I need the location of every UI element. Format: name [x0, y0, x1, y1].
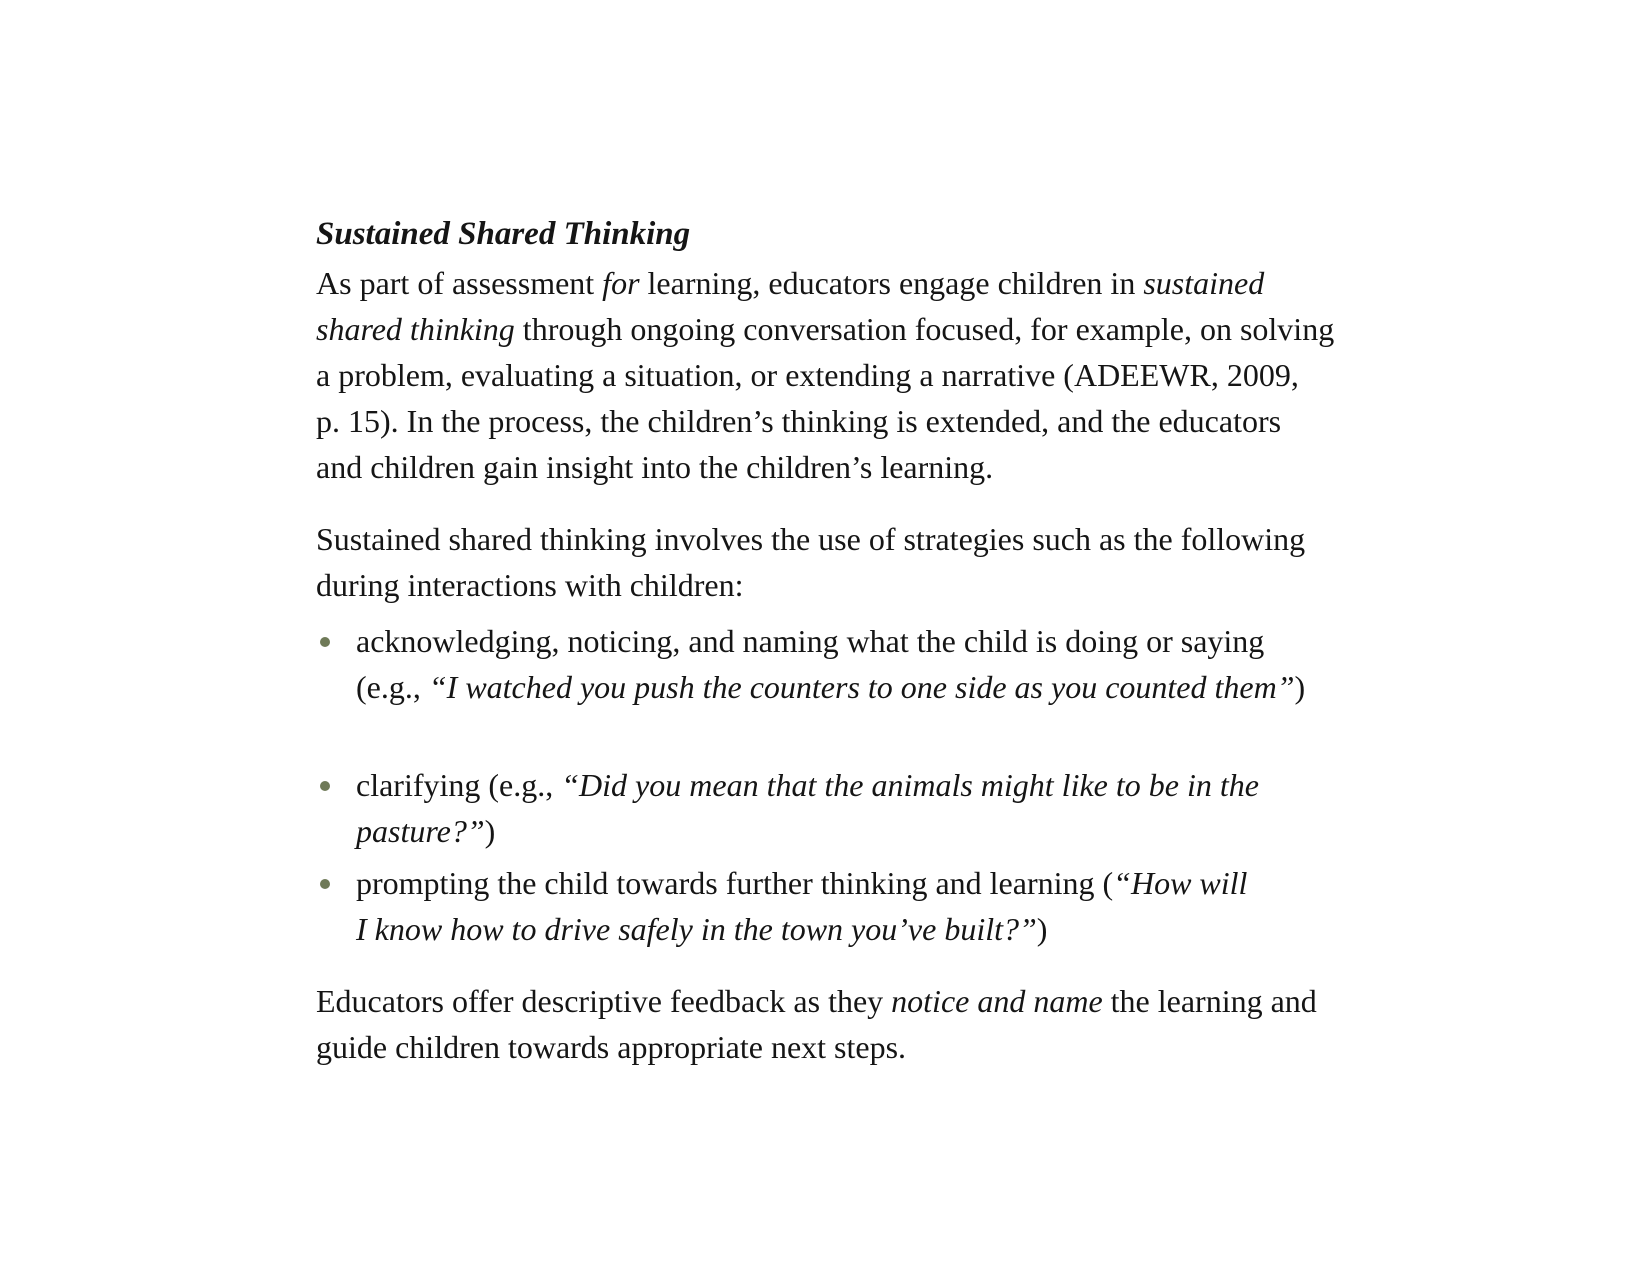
text-run: prompting the child towards further thinking and learning ( [356, 865, 1114, 901]
text-line: guide children towards appropriate next steps. [316, 1029, 907, 1065]
text-run: clarifying (e.g., [356, 767, 562, 803]
text-run: ) [1036, 911, 1048, 947]
text-line: a problem, evaluating a situation, or extending a narrative (ADEEWR, 2009, [316, 357, 1299, 393]
text-line [356, 906, 1476, 952]
paragraph-strategies-intro [316, 516, 1476, 608]
list-item [316, 618, 1476, 710]
italic-text: pasture?” [356, 813, 485, 849]
bullet-icon [320, 637, 330, 647]
italic-text: “Did you mean that the animals might like to be in the [561, 767, 1259, 803]
italic-text: sustained [1143, 265, 1265, 301]
text-run: As part of assessment [316, 265, 603, 301]
text-line [316, 260, 1476, 306]
strategy-list [316, 618, 1476, 952]
text-line [316, 306, 1476, 352]
document-content [316, 212, 1476, 1070]
italic-text: “How will [1113, 865, 1248, 901]
bullet-icon [320, 781, 330, 791]
text-run: (e.g., [356, 669, 429, 705]
text-line [356, 860, 1476, 906]
text-line [356, 664, 1476, 710]
text-line: during interactions with children: [316, 567, 744, 603]
italic-text: “I watched you push the counters to one side as you counted them” [428, 669, 1295, 705]
text-run: ) [484, 813, 496, 849]
italic-text: notice and name [891, 983, 1103, 1019]
section-heading: Sustained Shared Thinking [316, 216, 691, 252]
text-line: Sustained shared thinking involves the use of strategies such as the following [316, 521, 1306, 557]
text-line: p. 15). In the process, the children’s thinking is extended, and the educators [316, 403, 1282, 439]
text-line: and children gain insight into the children’s learning. [316, 449, 994, 485]
text-run: the learning and [1102, 983, 1317, 1019]
list-item [316, 762, 1476, 854]
italic-text: for [602, 265, 640, 301]
list-item [316, 860, 1476, 952]
text-run: learning, educators engage children in [639, 265, 1144, 301]
paragraph-feedback [316, 978, 1476, 1070]
text-line [356, 808, 1476, 854]
text-run: ) [1294, 669, 1306, 705]
text-run: through ongoing conversation focused, for example, on solving [514, 311, 1335, 347]
text-line [316, 978, 1476, 1024]
italic-text: shared thinking [316, 311, 515, 347]
text-line: acknowledging, noticing, and naming what the child is doing or saying [356, 623, 1265, 659]
bullet-icon [320, 879, 330, 889]
text-line [356, 762, 1476, 808]
paragraph-intro [316, 260, 1476, 490]
italic-text: I know how to drive safely in the town you’ve built?” [356, 911, 1037, 947]
text-run: Educators offer descriptive feedback as they [316, 983, 892, 1019]
